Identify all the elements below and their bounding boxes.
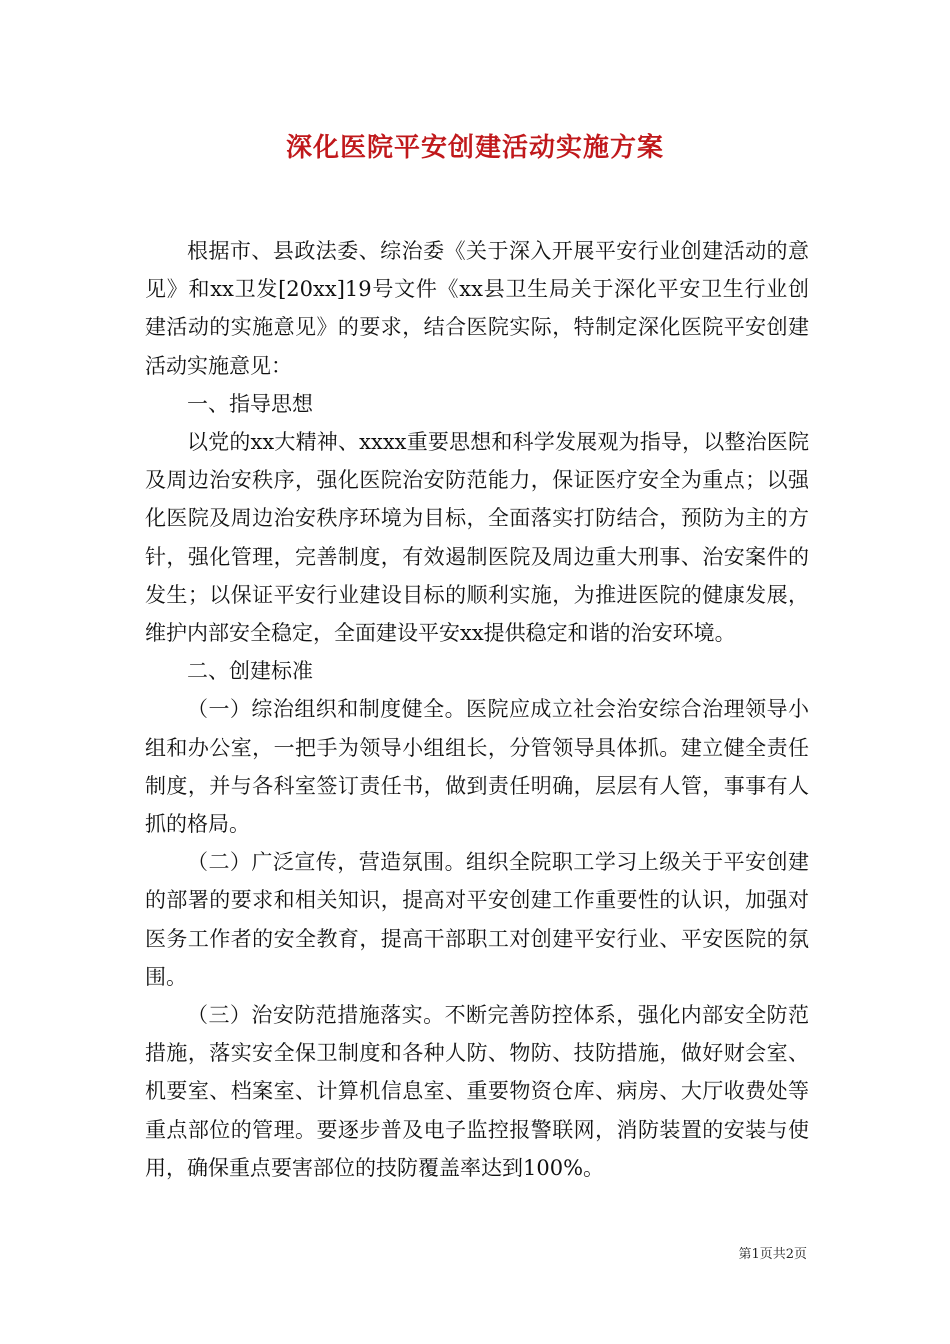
- guiding-ideology-paragraph: 以党的xx大精神、xxxx重要思想和科学发展观为指导，以整治医院及周边治安秩序，强化医院治安防范能力，保证医疗安全为重点；以强化医院及周边治安秩序环境为目标，全面落实打防结合，预防为主的方针，强化管理，完善制度，有效遏制医院及周边重大刑事、治安案件的发生；以保证平安行业建设目标的顺利实施，为推进医院的健康发展，维护内部安全稳定，全面建设平安xx提供稳定和谐的治安环境。: [145, 430, 809, 646]
- document-title: 深化医院平安创建活动实施方案: [285, 133, 664, 163]
- standard-item-1: （一）综治组织和制度健全。医院应成立社会治安综合治理领导小组和办公室，一把手为领导小组组长，分管领导具体抓。建立健全责任制度，并与各科室签订责任书，做到责任明确，层层有人管，事事有人抓的格局。: [145, 697, 809, 837]
- standard-item-3: （三）治安防范措施落实。不断完善防控体系，强化内部安全防范措施，落实安全保卫制度和各种人防、物防、技防措施，做好财会室、机要室、档案室、计算机信息室、重要物资仓库、病房、大厅收费处等重点部位的管理。要逐步普及电子监控报警联网，消防装置的安装与使用，确保重点要害部位的技防覆盖率达到100%。: [145, 1003, 809, 1180]
- document-body: [145, 232, 809, 1187]
- intro-paragraph: 根据市、县政法委、综治委《关于深入开展平安行业创建活动的意见》和xx卫发[20xx]19号文件《xx县卫生局关于深化平安卫生行业创建活动的实施意见》的要求，结合医院实际，特制定深化医院平安创建活动实施意见：: [145, 239, 809, 378]
- section-heading-guiding-ideology: 一、指导思想: [187, 391, 313, 416]
- section-heading-standards: 二、创建标准: [187, 659, 313, 684]
- standard-item-2: （二）广泛宣传，营造氛围。组织全院职工学习上级关于平安创建的部署的要求和相关知识，提高对平安创建工作重要性的认识，加强对医务工作者的安全教育，提高干部职工对创建平安行业、平安医院的氛围。: [145, 850, 809, 989]
- page-number-footer: 第1页共2页: [738, 1247, 807, 1262]
